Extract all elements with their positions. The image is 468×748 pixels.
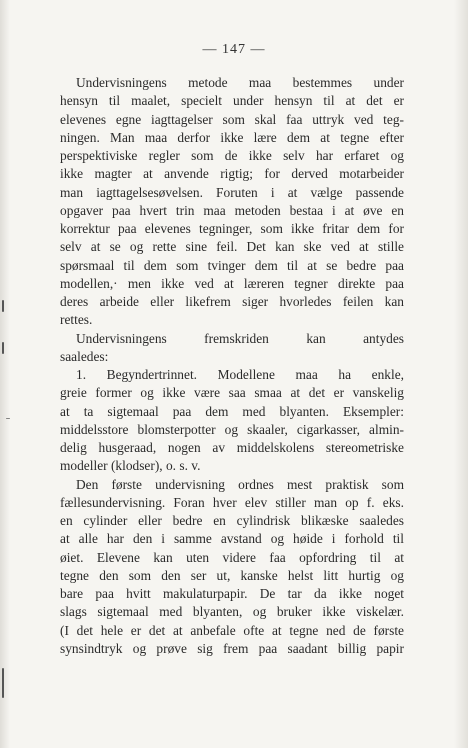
- text-line: fællesundervisning. Foran hver elev stiller man op f. eks.: [60, 494, 404, 510]
- text-line: (I det hele er det at anbefale ofte at tegne ned de første: [60, 622, 404, 638]
- text-line: øiet. Elevene kan uten videre faa opfordring til at: [60, 549, 404, 565]
- text-line: Undervisningens metode maa bestemmes under: [76, 75, 404, 90]
- text-line: saaledes:: [60, 348, 109, 364]
- text-line: tegne den som den ser ut, kanske helst litt hurtig og: [60, 567, 404, 583]
- text-line: en cylinder eller bedre en cylindrisk blikæske saaledes: [60, 513, 404, 528]
- text-line: ikke magter at anvende rigtig; for derved motarbeider: [60, 166, 404, 182]
- text-line: 1. Begyndertrinnet. Modellene maa ha enkle,: [76, 367, 404, 382]
- text-line: middelsstore blomsterpotter og skaaler, cigarkasser, almin-: [60, 421, 404, 437]
- text-line: modellen,· men ikke ved at læreren tegner direkte paa: [60, 275, 404, 291]
- page-left-edge-shadow: [0, 0, 10, 748]
- body-text: [60, 74, 404, 658]
- page-right-edge-shadow: [454, 0, 468, 748]
- text-line: deres arbeide eller likefrem siger hvorledes feilen kan: [60, 294, 404, 309]
- text-line: perspektiviske regler som de ikke selv har erfaret og: [60, 148, 404, 163]
- text-line: rettes.: [60, 312, 93, 328]
- text-line: at alle har den i samme avstand og høide i forhold til: [60, 531, 404, 547]
- text-line: hensyn til maalet, specielt under hensyn til at det er: [60, 93, 404, 109]
- text-line: slags sigtemaal med blyanten, og bruker ikke viskelær.: [60, 604, 404, 620]
- text-line: man iagttagelsesøvelsen. Foruten i at vælge passende: [60, 184, 404, 200]
- margin-mark: [6, 418, 10, 419]
- page-number: — 147 —: [202, 42, 266, 57]
- text-line: Undervisningens fremskriden kan antydes: [76, 330, 404, 346]
- text-line: at ta sigtemaal paa dem med blyanten. Eksempler:: [60, 403, 404, 419]
- text-line: bare paa hvitt makulaturpapir. De tar da ikke noget: [60, 586, 404, 601]
- text-line: delig husgeraad, nogen av middelskolens stereometriske: [60, 440, 404, 455]
- margin-mark: [2, 300, 4, 312]
- text-line: opgaver paa hvert trin maa metoden bestaa i at øve en: [60, 202, 404, 218]
- margin-mark: [2, 342, 4, 354]
- text-line: elevenes egne iagttagelser som skal faa uttryk ved teg-: [60, 111, 404, 127]
- text-line: greie former og ikke være saa smaa at det er vanskelig: [60, 385, 404, 401]
- text-line: korrektur paa elevenes tegninger, som ikke fritar dem for: [60, 221, 404, 236]
- text-line: synsindtryk og prøve sig frem paa saadant billig papir: [60, 640, 404, 656]
- text-line: modeller (klodser), o. s. v.: [60, 458, 201, 474]
- text-line: selv at se og rette sine feil. Det kan ske ved at stille: [60, 239, 404, 255]
- text-line: spørsmaal til dem som tvinger dem til at se bedre paa: [60, 257, 404, 273]
- text-line: Den første undervisning ordnes mest praktisk som: [76, 476, 404, 492]
- margin-mark: [2, 668, 4, 698]
- text-line: ningen. Man maa derfor ikke lære dem at tegne efter: [60, 129, 404, 145]
